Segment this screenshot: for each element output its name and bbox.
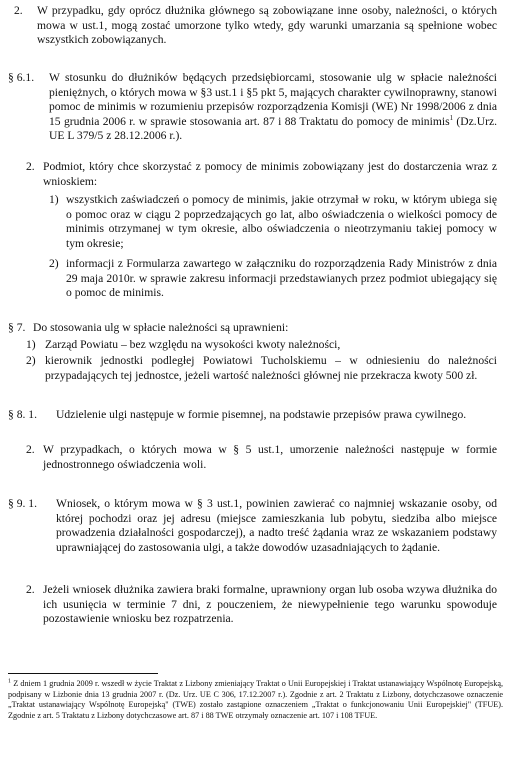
section-9-2-label: 2. xyxy=(26,583,35,596)
section-7-label: § 7. xyxy=(8,321,26,334)
section-8-2-label: 2. xyxy=(26,443,35,456)
section-6-1-tail: (Dz.Urz. UE L 379/5 z 28.12.2006 r.). xyxy=(49,114,497,143)
footnote-separator xyxy=(8,673,158,674)
footnote-ref: 1 xyxy=(449,113,454,122)
footnote xyxy=(8,679,503,721)
section-6-item-1-number: 1) xyxy=(49,193,59,206)
section-8-2-text: W przypadkach, o których mowa w § 5 ust.1, umorzenie należności następuje w formie jednostronnego oświadczenia woli. xyxy=(43,443,497,471)
section-9-1-text: Wniosek, o którym mowa w § 3 ust.1, powinien zawierać co najmniej wskazanie osoby, od której pochodzi oraz jej adresu (miejsce zamieszkania lub pobytu, siedziba albo miejsce prowadzenia działalności gospodarczej), a nadto treść żądania wraz ze wskazaniem podstawy uprawniającej do zastosowania ulgi, a także dowodów uzasadniających to żądanie. xyxy=(56,497,497,554)
section-8-1-text: Udzielenie ulgi następuje w formie pisemnej, na podstawie przepisów prawa cywilnego. xyxy=(56,408,467,421)
footnote-mark: 1 xyxy=(8,678,11,685)
section-7-text: Do stosowania ulg w spłacie należności są uprawnieni: xyxy=(33,321,289,334)
section-7-item-2-text: kierownik jednostki podległej Powiatowi Tucholskiemu – w odniesieniu do należności przypadających tej jednostce, jeżeli wartość należności głównej nie przekracza kwoty 500 zł. xyxy=(45,354,497,382)
section-7-item-1-number: 1) xyxy=(26,338,36,351)
section-6-1-label: § 6.1. xyxy=(8,71,35,84)
section-6-2-text: Podmiot, który chce skorzystać z pomocy de minimis zobowiązany jest do dostarczenia wraz z wnioskiem: xyxy=(43,160,497,188)
footnote-text: Z dniem 1 grudnia 2009 r. wszedł w życie Traktat z Lizbony zmieniający Traktat o Unii Europejskiej i Traktat ustanawiający Wspólnotę Europejską, podpisany w Lizbonie dnia 13 grudnia 2007 r. (Dz. Urz. UE C 306, 17.12.2007 r.). Zgodnie z art. 2 Traktatu z Lizbony, dotychczasowe oznaczenie „Traktat ustanawiający Wspólnotę Europejską" (TWE) zostało zastąpione oznaczeniem „Traktat o funkcjonowaniu Unii Europejskiej" (TFUE). Zgodnie z art. 5 Traktatu z Lizbony dotychczasowe art. 87 i 88 TWE otrzymały oznaczenie art. 107 i 108 TFUE. xyxy=(8,679,504,720)
section-6-item-2-text: informacji z Formularza zawartego w załączniku do rozporządzenia Rady Ministrów z dnia 29 maja 2010r. w sprawie zakresu informacji przedstawianych przez podmiot ubiegający się o pomoc de minimis. xyxy=(66,257,497,300)
section-6-1-body: W stosunku do dłużników będących przedsiębiorcami, stosowanie ulg w spłacie należności pieniężnych, o których mowa w §3 ust.1 i §5 pkt 5, mających charakter cywilnoprawny, stanowi pomoc de minimis w rozumieniu przepisów rozporządzenia Komisji (WE) Nr 1998/2006 z dnia 15 grudnia 2006 r. w sprawie stosowania art. 87 i 88 Traktatu do pomocy de minimis xyxy=(49,71,497,128)
section-6-1-text xyxy=(49,71,497,144)
section-6-item-1-text: wszystkich zaświadczeń o pomocy de minimis, jakie otrzymał w roku, w którym ubiega się o pomoc oraz w ciągu 2 poprzedzających go lat, albo oświadczenia o wielkości pomocy de minimis otrzymanej w tym okresie, albo oświadczenia o nieotrzymaniu takiej pomocy w tym okresie; xyxy=(66,193,497,250)
section-8-1-label: § 8. 1. xyxy=(8,408,37,421)
para-2-text: W przypadku, gdy oprócz dłużnika głównego są zobowiązane inne osoby, należności, o których mowa w ust.1, mogą zostać umorzone tylko wtedy, gdy warunki umarzania są spełnione wobec wszystkich zobowiązanych. xyxy=(37,4,497,47)
section-6-item-2-number: 2) xyxy=(49,257,59,270)
section-7-item-1-text: Zarząd Powiatu – bez względu na wysokości kwoty należności, xyxy=(45,338,341,351)
section-7-item-2-number: 2) xyxy=(26,354,36,367)
section-9-2-text: Jeżeli wniosek dłużnika zawiera braki formalne, uprawniony organ lub osoba wzywa dłużnika do ich usunięcia w terminie 7 dni, z pouczeniem, że niewypełnienie tego warunku spowoduje pozostawienie wniosku bez rozpatrzenia. xyxy=(43,583,497,626)
para-2-number: 2. xyxy=(14,4,23,17)
section-6-2-label: 2. xyxy=(26,160,35,173)
section-9-1-label: § 9. 1. xyxy=(8,497,37,510)
